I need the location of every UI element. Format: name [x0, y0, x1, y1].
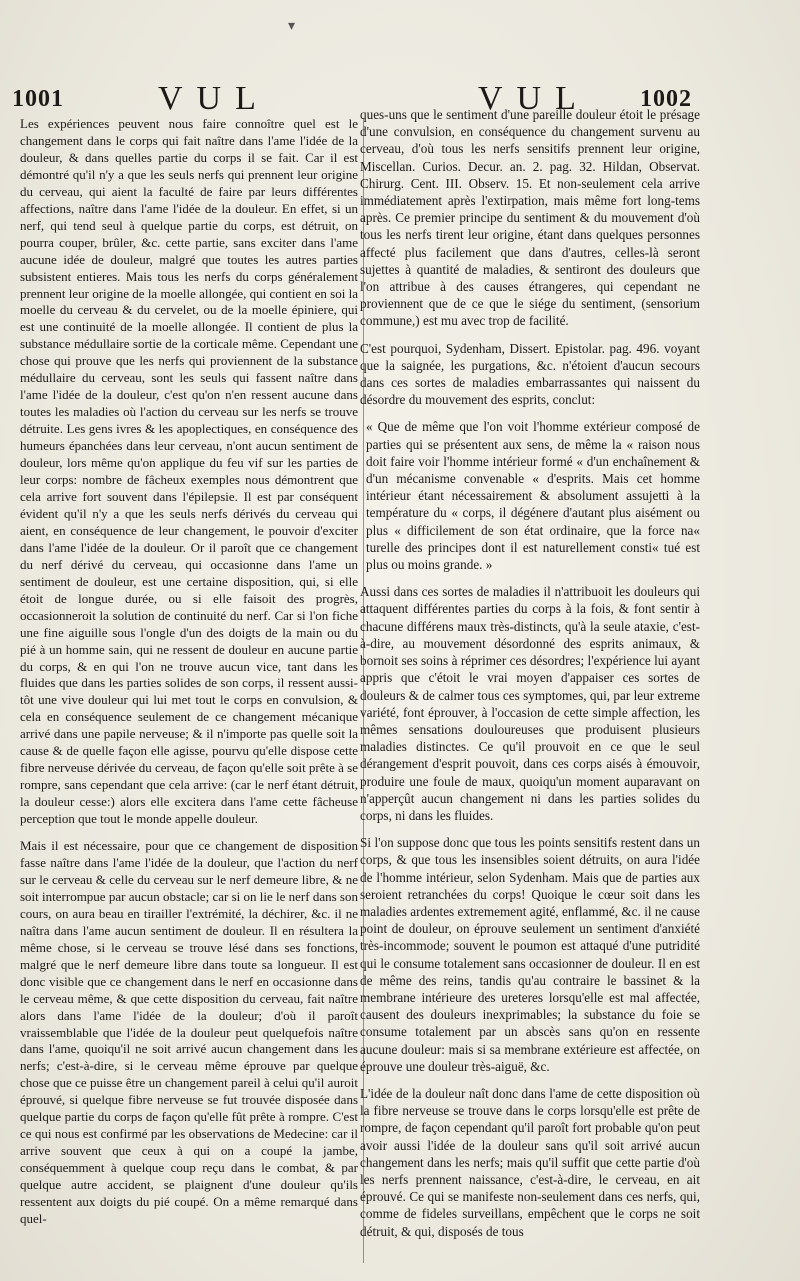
right-column	[360, 106, 700, 1250]
quotation: « Que de même que l'on voit l'homme extérieur composé de parties qui se présentent aux sens, de même la « raison nous doit faire voir l'homme intérieur formé « d'un enchaînement & d'un mécanisme convenable « d'esprits. Mais cet homme intérieur étant nécessairement & absolument assujetti à la température du « corps, il dégénere d'autant plus aisément ou plus « difficilement de son état ordinaire, que la force na« turelle des principes dont il est naturellement consti« tué est plus ou moins grande. »	[366, 419, 700, 573]
print-mark: ▾	[288, 18, 296, 34]
right-running-head: VUL	[478, 80, 590, 117]
paragraph: Mais il est nécessaire, pour que ce changement de disposition fasse naître dans l'ame l'idée de la douleur, que l'action du nerf sur le cerveau & celle du cerveau sur le nerf demeure libre, & ne soit interrompue par aucun obstacle; car si on lie le nerf dans son cours, on aura beau en tirailler l'extrémité, la déchirer, &c. il ne naîtra dans l'ame aucun sentiment de douleur. Il en résultera la même chose, si le cerveau se trouve lésé dans ses fonctions, malgré que le nerf demeure libre dans toute sa longueur. Il est donc visible que ce changement dans le nerf en occasionne dans le cerveau même, & que cette disposition du cerveau, fait naître alors dans l'ame l'idée de la douleur; d'où il paroît vraissemblable que l'idée de la douleur peut quelquefois naître dans l'ame, quoiqu'il ne soit arrivé aucun changement dans les nerfs; c'est-à-dire, si le cerveau même éprouve par quelque chose que ce puisse être un changement pareil à celui qu'il auroit éprouvé, si quelque fibre nerveuse se fut trouvée disposée dans quelque partie du corps de façon qu'elle fût prête à rompre. C'est ce qui nous est confirmé par les observations de Medecine: car il arrive souvent que ceux à qui on a coupé la jambe, conséquemment à quelque coup reçu dans le combat, & par quelque autre accident, se plaignent d'une douleur qu'ils ressentent aux doigts du pié coupé. On a même remarqué dans quel-	[20, 838, 358, 1226]
paragraph: Aussi dans ces sortes de maladies il n'attribuoit les douleurs qui attaquent différentes parties du corps à la fois, & font sentir à chacune différens maux très-distincts, qu'à la seule ataxie, c'est-à-dire, au mouvement désordonné des esprits animaux, & bornoit ses soins à réprimer ces désordres; l'expérience lui ayant appris que c'étoit le vrai moyen d'appaiser ces sortes de douleurs & de calmer tous ces symptomes, qui, par leur extreme variété, font éprouver, à l'occasion de cette simple affection, les mêmes sensations douloureuses que produisent plusieurs maladies distinctes. Ce qu'il prouvoit en ce que le seul dérangement d'esprit pouvoit, dans ces corps aisés à émouvoir, produire une foule de maux, quoiqu'un moment auparavant on n'apperçût aucun changement ni dans les parties solides du corps, ni dans les fluides.	[360, 584, 700, 823]
paragraph: C'est pourquoi, Sydenham, Dissert. Epistolar. pag. 496. voyant que la saignée, les purgations, &c. n'étoient d'aucun secours dans ces sortes de maladies embarrassantes qui naissent du désordre du mouvement des esprits, conclut:	[360, 340, 700, 408]
paragraph: Si l'on suppose donc que tous les points sensitifs restent dans un corps, & que tous les insensibles soient détruits, on aura l'idée de l'homme intérieur, selon Sydenham. Mais que de parties aux seroient retranchées du corps! Quoique le cœur soit dans les maladies ardentes extremement agité, enflammé, &c. il ne cause point de douleur, on éprouve seulement un sentiment d'anxiété très-incommode; souvent le poumon est attaqué d'une putridité qui le consume totalement sans occasionner de douleur. Il en est de même des reins, tandis qu'au contraire le bassinet & la membrane intérieure des ureteres lorsqu'elle est mal affectée, causent des douleurs inexprimables; la substance du foie se consume totalement par un abscès sans qu'on en ressente aucune douleur: mais si sa membrane extérieure est affectée, on éprouve une douleur très-aiguë, &c.	[360, 835, 700, 1074]
left-page-number: 1001	[12, 86, 64, 112]
paragraph: ques-uns que le sentiment d'une pareille douleur étoit le présage d'une convulsion, en conséquence du changement survenu au cerveau, d'où tous les nerfs sensitifs prennent leur origine, Miscellan. Curios. Decur. an. 2. pag. 32. Hildan, Observat. Chirurg. Cent. III. Observ. 15. Et non-seulement cela arrive immédiatement après l'extirpation, mais même fort long-tems après. Ce premier principe du sentiment & du mouvement d'où tous les nerfs tirent leur origine, étant dans quelques personnes affecté plus facilement que dans d'autres, celles-là seront sujettes à quantité de maladies, & sentiront des douleurs que l'on attribue à des causes étrangeres, qui cependant ne proviennent que de ce que le siége du sentiment, (sensorium commune,) est mu avec trop de facilité.	[360, 107, 700, 329]
right-page-number: 1002	[640, 86, 692, 112]
left-running-head: VUL	[158, 80, 270, 117]
paragraph: Les expériences peuvent nous faire connoître quel est le changement dans le corps qui fait naître dans l'ame l'idée de la douleur, & dans quelles partie du corps il se fait. Car il est démontré qu'il n'y a que les seuls nerfs qui prennent leur origine du cerveau, qui aient la faculté de faire par leurs différentes affections, naître dans l'ame l'idée de la douleur. En effet, si un nerf, qui tend seul à quelque partie du corps, est détruit, on pourra couper, brûler, &c. cette partie, sans exciter dans l'ame aucune idée de douleur, malgré que toutes les autres parties subsistent entieres. Mais tous les nerfs du corps généralement prennent leur origine de la moelle allongée, qui contient en soi la moelle du cerveau & du cervelet, ou de la moelle épiniere, qui est une continuité de la moelle allongée. Il contient de plus la substance médullaire sortie de la corticale même. Cependant une chose qui prouve que les nerfs qui proviennent de la substance médullaire du cerveau, sont les seuls qui fassent naître dans l'ame l'idée de la douleur, c'est qu'on n'en ressent aucune dans toutes les maladies où l'action du cerveau sur les nerfs se trouve détruite. Les gens ivres & les apoplectiques, en conséquence des humeurs épanchées dans leur cerveau, n'ont aucun sentiment de douleur, lors même qu'on applique du feu vif sur les parties de leur corps: nombre de fâcheux exemples nous démontrent que cela arrive fort souvent dans l'épilepsie. Il est par conséquent évident qu'il n'y a que les seuls nerfs dérivés du cerveau qui aient, en conséquence de leur changement, le pouvoir d'exciter dans l'ame l'idée de la douleur. Or il paroît que ce changement du nerf dérivé du cerveau, qui occasionne dans l'ame un sentiment de douleur, est une certaine disposition, qui, si elle étoit de longue durée, ou si elle faisoit des progrès, occasionneroit la solution de continuité du nerf. Car si l'on fiche une fine aiguille sous l'ongle d'un des doigts de la main ou du pié à un homme sain, qui ne ressent de douleur en aucune partie du corps, & en qui l'on ne trouve aucun vice, tant dans les fluides que dans les parties solides de son corps, il ressent aussi-tôt une vive douleur qui lui met tout le corps en convulsion, & cela en conséquence seulement de ce changement mécanique arrivé dans une papile nerveuse; & il n'importe pas quelle soit la cause & de quelle façon elle agisse, pourvu qu'elle dispose cette fibre nerveuse dérivée du cerveau, de façon qu'elle soit prête à se rompre, sans cependant que cela arrive: (car le nerf étant détruit, la douleur cesse:) alors elle excitera dans l'ame cette fâcheuse perception que tout le monde appelle douleur.	[20, 116, 359, 827]
paragraph: L'idée de la douleur naît donc dans l'ame de cette disposition où la fibre nerveuse se trouve dans le corps lorsqu'elle est prête de rompre, de façon cependant qu'il paroît fort probable qu'on peut avoir aussi l'idée de la douleur sans qu'il soit arrivé aucun changement dans les nerfs; mais qu'il suffit que cette partie d'où les nerfs prennent naissance, c'est-à-dire, le cerveau, en ait éprouvé. Ce qui se manifeste non-seulement dans ces nerfs, qui, comme de fideles surveillans, empêchent que le corps ne soit détruit, & qui, disposés de tous	[360, 1085, 700, 1239]
left-column	[20, 116, 358, 1238]
